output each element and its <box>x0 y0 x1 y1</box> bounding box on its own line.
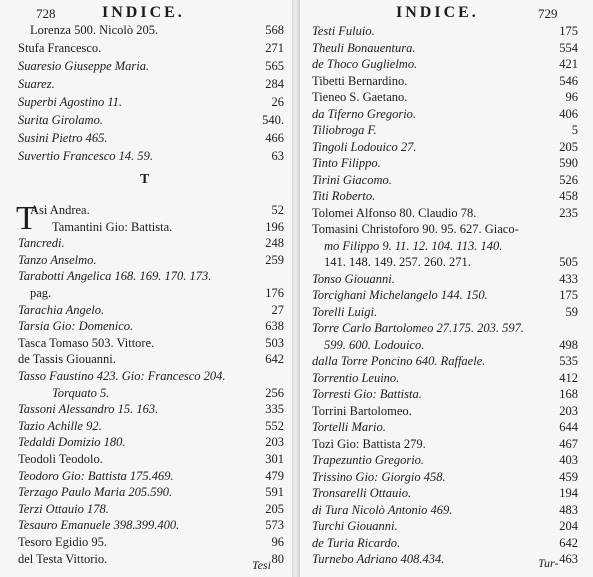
book-gutter <box>292 0 300 577</box>
left-catchword: Tesi <box>252 558 271 572</box>
entry-page-number: 526 <box>559 172 578 187</box>
entry-page-number: 644 <box>559 420 578 434</box>
entry-name: Tortelli Mario. <box>312 420 386 434</box>
entry-page-number: 235 <box>559 205 578 220</box>
entry-page-number: 5 <box>571 123 578 137</box>
entry-page-number: 546 <box>559 73 578 88</box>
entry-page-number: 259 <box>265 252 284 267</box>
right-page-header <box>300 4 593 24</box>
entry-page-number: 284 <box>265 77 284 91</box>
entry-name: Tibetti Bernardino. <box>312 73 408 88</box>
right-page <box>300 0 593 577</box>
entry-name: pag. <box>30 286 52 300</box>
entry-page-number: 96 <box>271 535 284 549</box>
entry-page-number: 466 <box>265 131 284 145</box>
entry-page-number: 205 <box>265 501 284 516</box>
entry-page-number: 498 <box>559 337 578 352</box>
entry-name: Tesoro Egidio 95. <box>18 535 108 549</box>
entry-name: Superbi Agostino 11. <box>18 95 123 109</box>
entry-name: Tolomei Alfonso 80. Claudio 78. <box>312 205 477 220</box>
entry-page-number: 590 <box>559 156 578 170</box>
entry-name: dalla Torre Poncino 640. Raffaele. <box>312 354 486 368</box>
index-entry <box>0 21 292 40</box>
entry-name: Theuli Bonauentura. <box>312 40 416 55</box>
entry-name: Tieneo S. Gaetano. <box>312 90 408 104</box>
entry-name: Tinto Filippo. <box>312 156 381 170</box>
entry-page-number: 503 <box>265 335 284 350</box>
left-page-number: 728 <box>36 6 56 21</box>
left-page <box>0 0 292 577</box>
entry-page-number: 463 <box>559 552 578 566</box>
right-catchword: Tur- <box>538 556 559 570</box>
entry-name: Titi Roberto. <box>312 189 376 203</box>
entry-page-number: 403 <box>559 453 578 467</box>
entry-name: Tassoni Alessandro 15. 163. <box>18 402 159 417</box>
entry-page-number: 168 <box>559 387 578 401</box>
entry-name: Torelli Luigi. <box>312 304 378 319</box>
entry-name: Testi Fuluio. <box>312 24 375 38</box>
entry-name: Trapezuntio Gregorio. <box>312 453 425 467</box>
entry-name: Tancredi. <box>18 236 65 251</box>
entry-name: mo Filippo 9. 11. 12. 104. 113. 140. <box>324 238 503 253</box>
entry-page-number: 204 <box>559 519 578 533</box>
entry-page-number: 412 <box>559 370 578 385</box>
index-entry <box>0 147 292 166</box>
entry-page-number: 205 <box>559 139 578 154</box>
entry-name: Teodoro Gio: Battista 175.469. <box>18 468 174 483</box>
index-entry <box>0 550 292 569</box>
index-entry <box>0 111 292 130</box>
index-entry <box>0 57 292 76</box>
entry-name: Surita Girolamo. <box>18 113 103 127</box>
entry-page-number: 175 <box>559 24 578 38</box>
entry-page-number: 248 <box>265 236 284 251</box>
entry-page-number: 554 <box>559 40 578 55</box>
entry-page-number: 59 <box>565 304 578 319</box>
entry-name: Tedaldi Domizio 180. <box>18 435 126 450</box>
entry-page-number: 406 <box>559 106 578 121</box>
entry-name: Tirini Giacomo. <box>312 172 392 187</box>
entry-page-number: 459 <box>559 469 578 484</box>
entry-name: Suarez. <box>18 77 55 91</box>
entry-page-number: 52 <box>271 203 284 217</box>
entry-page-number: 335 <box>265 402 284 417</box>
right-page-number: 729 <box>538 6 558 21</box>
entry-name: de Turia Ricardo. <box>312 535 401 550</box>
entry-name: Tarsia Gio: Domenico. <box>18 319 134 334</box>
entry-page-number: 203 <box>559 403 578 418</box>
entry-page-number: 642 <box>265 352 284 367</box>
entry-name: 141. 148. 149. 257. 260. 271. <box>324 255 471 269</box>
entry-page-number: 483 <box>559 502 578 517</box>
entry-name: 599. 600. Lodouico. <box>324 337 425 352</box>
entry-page-number: 194 <box>559 486 578 500</box>
entry-page-number: 568 <box>265 23 284 37</box>
entry-name: Tarabotti Angelica 168. 169. 170. 173. <box>18 269 212 284</box>
entry-name: Terzago Paulo Maria 205.590. <box>18 485 173 500</box>
entry-name: Torrini Bartolomeo. <box>312 403 412 418</box>
entry-name: Turchi Giouanni. <box>312 519 398 533</box>
entry-page-number: 535 <box>559 354 578 368</box>
entry-page-number: 26 <box>271 95 284 109</box>
entry-page-number: 176 <box>265 286 284 300</box>
entry-name: Tiliobroga F. <box>312 123 377 137</box>
entry-name: Torresti Gio: Battista. <box>312 387 422 401</box>
entry-page-number: 573 <box>265 518 284 533</box>
entry-name: Stufa Francesco. <box>18 41 102 55</box>
entry-page-number: 642 <box>559 535 578 550</box>
entry-name: Asi Andrea. <box>30 203 90 217</box>
entry-page-number: 552 <box>265 418 284 433</box>
entry-name: Tozi Gio: Battista 279. <box>312 436 426 451</box>
entry-name: Torre Carlo Bartolomeo 27.175. 203. 597. <box>312 321 524 335</box>
entry-name: Tasso Faustino 423. Gio: Francesco 204. <box>18 369 226 383</box>
section-letter: T <box>140 172 150 187</box>
entry-name: Tesauro Emanuele 398.399.400. <box>18 518 180 533</box>
entry-page-number: 458 <box>559 189 578 203</box>
entry-page-number: 591 <box>265 485 284 500</box>
right-page-title: INDICE. <box>396 4 479 21</box>
entry-name: Tamantini Gio: Battista. <box>52 219 173 234</box>
entry-page-number: 203 <box>265 435 284 450</box>
entry-page-number: 505 <box>559 255 578 269</box>
entry-page-number: 301 <box>265 452 284 466</box>
entry-page-number: 80 <box>271 551 284 566</box>
entry-name: Torrentio Leuino. <box>312 370 400 385</box>
entry-page-number: 433 <box>559 271 578 286</box>
entry-page-number: 479 <box>265 468 284 483</box>
drop-cap: T <box>16 200 37 237</box>
entry-name: de Tassis Giouanni. <box>18 352 116 367</box>
entry-page-number: 256 <box>265 385 284 400</box>
entry-name: Torcighani Michelangelo 144. 150. <box>312 288 488 302</box>
entry-name: Tingoli Lodouico 27. <box>312 139 417 154</box>
index-entry <box>0 129 292 148</box>
entry-name: Tarachia Angelo. <box>18 302 105 317</box>
entry-page-number: 63 <box>271 149 284 163</box>
entry-name: Terzi Ottauio 178. <box>18 501 109 516</box>
entry-page-number: 27 <box>271 302 284 317</box>
index-entry <box>0 93 292 112</box>
index-entry <box>0 39 292 58</box>
entry-page-number: 175 <box>559 288 578 302</box>
entry-page-number: 196 <box>265 219 284 234</box>
entry-page-number: 540. <box>262 113 284 127</box>
entry-name: Trissino Gio: Giorgio 458. <box>312 469 446 484</box>
entry-name: Suvertio Francesco 14. 59. <box>18 149 154 163</box>
entry-page-number: 565 <box>265 59 284 73</box>
entry-name: Tronsarelli Ottauio. <box>312 486 412 500</box>
left-page-title: INDICE. <box>102 4 185 21</box>
entry-name: Torquato 5. <box>52 385 110 400</box>
entry-name: del Testa Vittorio. <box>18 551 108 566</box>
entry-name: Tonso Giouanni. <box>312 271 395 286</box>
entry-page-number: 467 <box>559 436 578 451</box>
entry-page-number: 271 <box>265 41 284 55</box>
entry-name: de Thoco Guglielmo. <box>312 57 418 71</box>
entry-page-number: 421 <box>559 57 578 71</box>
entry-name: da Tiferno Gregorio. <box>312 106 417 121</box>
entry-name: Tazio Achille 92. <box>18 418 102 433</box>
index-entry <box>0 75 292 94</box>
entry-name: Susini Pietro 465. <box>18 131 108 145</box>
entry-name: Tanzo Anselmo. <box>18 252 97 267</box>
entry-page-number: 638 <box>265 319 284 334</box>
entry-name: Suaresio Giuseppe Maria. <box>18 59 150 73</box>
entry-name: Tomasini Christoforo 90. 95. 627. Giaco- <box>312 222 519 236</box>
entry-name: Teodoli Teodolo. <box>18 452 103 466</box>
entry-name: di Tura Nicolò Antonio 469. <box>312 502 453 517</box>
entry-page-number: 96 <box>565 90 578 104</box>
entry-name: Turnebo Adriano 408.434. <box>312 552 445 566</box>
entry-name: Tasca Tomaso 503. Vittore. <box>18 335 155 350</box>
entry-name: Lorenza 500. Nicolò 205. <box>30 23 159 37</box>
